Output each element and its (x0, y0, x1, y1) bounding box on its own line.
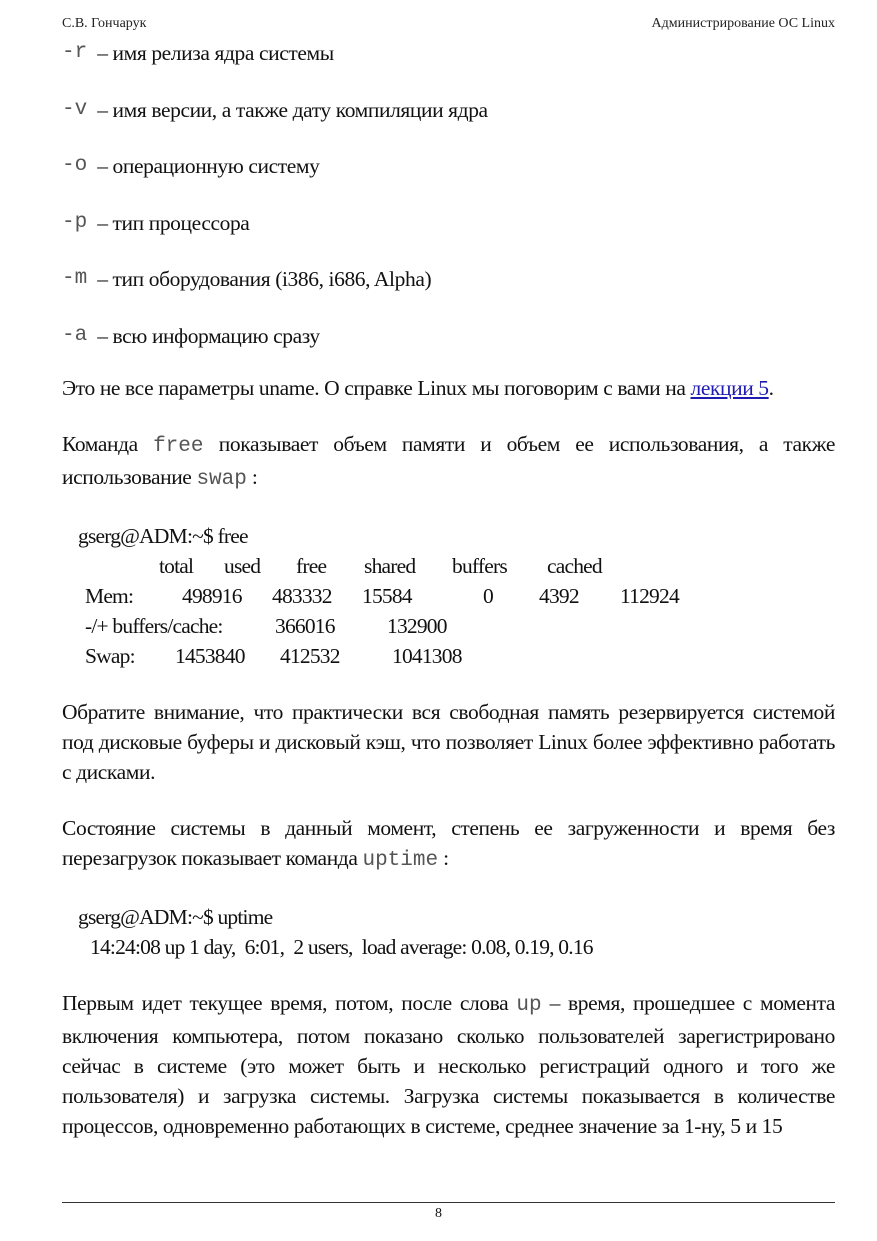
option-o (62, 151, 835, 208)
header-course: Администрирование ОС Linux (651, 16, 835, 31)
page-content (62, 38, 835, 1167)
page-number: 8 (435, 1206, 442, 1221)
lecture-5-link[interactable]: лекции 5 (690, 375, 769, 400)
free-buffers-row: -/+ buffers/cache: 366016 132900 (85, 613, 447, 638)
paragraph-free: Команда free показывает объем памяти и объем ее использования, а также использование swap : (62, 431, 835, 491)
option-flag: -p (62, 210, 88, 234)
option-a (62, 321, 835, 373)
option-p (62, 208, 835, 265)
footer-divider (62, 1202, 835, 1203)
free-prompt: gserg@ADM:~$ free (78, 523, 248, 548)
option-flag: -m (62, 267, 88, 290)
free-output (62, 521, 835, 671)
header-author: С.В. Гончарук (62, 16, 147, 31)
free-mem-row: Mem: 498916 483332 15584 0 4392 112924 (85, 583, 679, 608)
free-header-row: total used free shared buffers cached (159, 553, 602, 578)
paragraph-uname: Это не все параметры uname. О справке Linux мы поговорим с вами на лекции 5. (62, 375, 774, 400)
option-m (62, 264, 835, 321)
cmd-up: up (516, 993, 542, 1017)
option-flag: -a (62, 323, 88, 347)
paragraph-memory-note: Обратите внимание, что практически вся свободная память резервируется системой под дисковые буферы и дисковый кэш, что позволяет Linux более эффективно работать с дисками. (62, 699, 835, 784)
option-desc: – тип оборудования (i386, i686, Alpha) (97, 267, 432, 291)
option-desc: – тип процессора (97, 210, 250, 235)
uptime-line: 14:24:08 up 1 day, 6:01, 2 users, load average: 0.08, 0.19, 0.16 (90, 934, 593, 959)
option-flag: -v (62, 97, 88, 121)
uptime-prompt: gserg@ADM:~$ uptime (78, 904, 273, 929)
option-flag: -r (62, 41, 88, 64)
option-desc: – операционную систему (97, 154, 320, 178)
option-desc: – всю информацию сразу (97, 323, 320, 348)
cmd-swap: swap (196, 467, 247, 491)
option-flag: -o (62, 154, 88, 177)
paragraph-uptime-explain: Первым идет текущее время, потом, после слова up – время, прошедшее с момента включения компьютера, потом показано сколько пользователей зарегистрировано сейчас в системе (это может быть и несколько регистраций одного и того же пользователя) и загрузка системы. Загрузка системы показывается в количестве процессов, одновременно работающих в системе, среднее значение за 1-ну, 5 и 15 (62, 990, 835, 1138)
option-v (62, 95, 835, 152)
uptime-output (62, 902, 835, 962)
option-desc: – имя версии, а также дату компиляции ядра (97, 97, 488, 122)
option-r (62, 38, 835, 95)
paragraph-uptime: Состояние системы в данный момент, степень ее загруженности и время без перезагрузок показывает команда uptime : (62, 815, 835, 872)
option-desc: – имя релиза ядра системы (97, 41, 334, 65)
cmd-uptime: uptime (362, 848, 439, 872)
free-swap-row: Swap: 1453840 412532 1041308 (85, 643, 462, 668)
cmd-free: free (153, 434, 204, 458)
